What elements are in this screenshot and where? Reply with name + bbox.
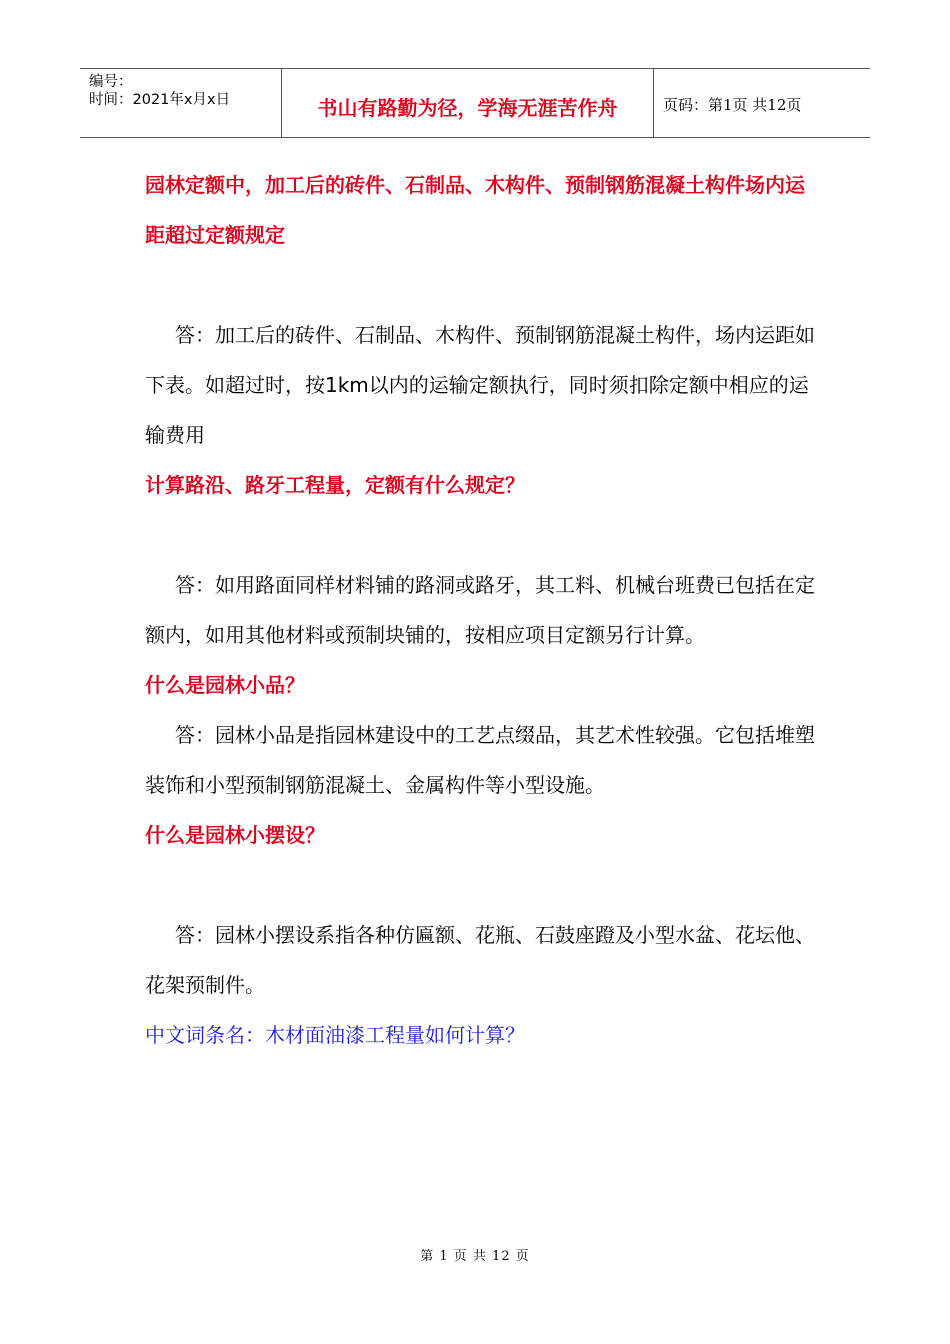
question-2: 计算路沿、路牙工程量，定额有什么规定？	[145, 473, 525, 497]
term-title: 中文词条名：木材面油漆工程量如何计算？	[145, 1023, 525, 1047]
question-4: 什么是园林小摆设？	[145, 823, 325, 847]
answer-1-distance: 1km	[325, 373, 369, 397]
answer-1	[145, 310, 815, 460]
header-motto: 书山有路勤为径，学海无涯苦作舟	[282, 69, 654, 137]
answer-3: 答：园林小品是指园林建设中的工艺点缀品，其艺术性较强。它包括堆塑装饰和小型预制钢筋混凝土、金属构件等小型设施。	[145, 723, 815, 797]
question-1: 园林定额中，加工后的砖件、石制品、木构件、预制钢筋混凝土构件场内运距超过定额规定	[145, 173, 805, 247]
header-meta	[80, 69, 282, 137]
answer-1-part-a: 答：加工后的砖件、石制品、木构件、预制钢筋混凝土构件，场内运距如下表。如超过时，按	[145, 323, 815, 397]
document-body	[145, 160, 815, 1060]
answer-4: 答：园林小摆设系指各种仿匾额、花瓶、石鼓座蹬及小型水盆、花坛他、花架预制件。	[145, 923, 815, 997]
answer-2: 答：如用路面同样材料铺的路洞或路牙，其工料、机械台班费已包括在定额内，如用其他材料或预制块铺的，按相应项目定额另行计算。	[145, 573, 815, 647]
time-label: 时间：2021年x月x日	[89, 92, 231, 108]
question-3: 什么是园林小品？	[145, 673, 305, 697]
page-footer: 第 1 页 共 12 页	[420, 1249, 530, 1264]
answer-1-part-b: 以内的运输定额执行，同时须扣除定额中相应的运输费用	[145, 373, 809, 447]
page-header	[80, 68, 870, 138]
number-label: 编号：	[89, 74, 133, 90]
header-page-info: 页码：第1页 共12页	[663, 95, 802, 114]
